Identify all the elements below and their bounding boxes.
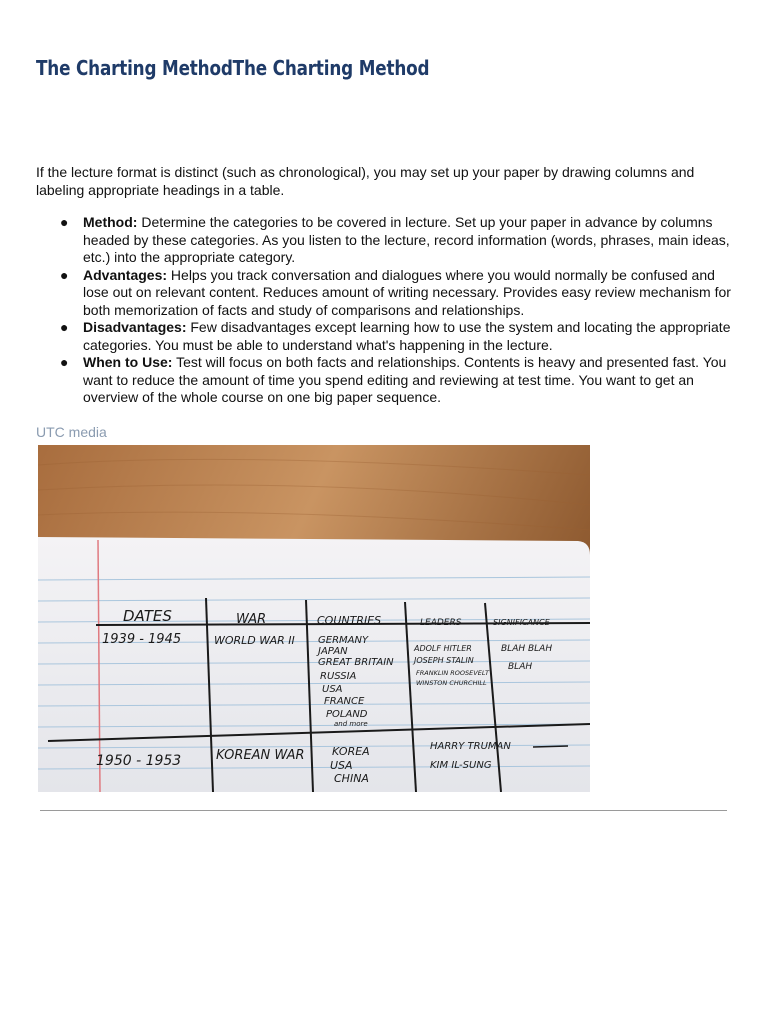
image-caption: UTC media <box>36 424 107 440</box>
header-dates: DATES <box>123 607 172 625</box>
bullet-dot: ● <box>60 214 69 230</box>
bullet-text: Determine the categories to be covered in lecture. Set up your paper in advance by columns headed by these categories. As you listen to the lecture, record information (words, phrases, main ideas, etc.) into the appropriate category. <box>83 214 730 265</box>
row1-country: POLAND <box>326 709 368 720</box>
row1-significance: BLAH BLAH <box>501 644 553 654</box>
row1-leader: FRANKLIN ROOSEVELT <box>416 669 489 677</box>
notebook-photo-graphic <box>38 445 590 792</box>
header-leaders: LEADERS <box>420 618 462 628</box>
row1-leader: JOSEPH STALIN <box>414 656 474 665</box>
page-title: The Charting MethodThe Charting Method <box>36 56 430 80</box>
intro-paragraph: If the lecture format is distinct (such as chronological), you may set up your paper by drawing columns and labeling appropriate headings in a table. <box>36 164 695 198</box>
row1-country: USA <box>322 684 343 695</box>
row2-country: USA <box>330 759 353 772</box>
bullet-disadvantages <box>36 319 736 354</box>
header-countries: COUNTRIES <box>317 614 382 627</box>
row1-country: RUSSIA <box>320 671 357 682</box>
header-war: WAR <box>236 612 267 627</box>
row1-leader: ADOLF HITLER <box>414 644 472 653</box>
bullet-list <box>36 214 736 407</box>
row2-country: KOREA <box>332 745 370 758</box>
bullet-text: Few disadvantages except learning how to use the system and locating the appropriate categories. You must be able to understand what's happening in the lecture. <box>83 319 731 353</box>
row2-war: KOREAN WAR <box>216 748 305 763</box>
notebook-photo <box>38 445 590 792</box>
row1-country: FRANCE <box>324 696 365 707</box>
bullet-dot: ● <box>60 354 69 370</box>
bullet-dot: ● <box>60 319 69 335</box>
bullet-when-to-use <box>36 354 736 407</box>
header-significance: SIGNIFICANCE <box>493 618 550 627</box>
row1-war: WORLD WAR II <box>214 634 295 647</box>
row2-country: CHINA <box>334 772 369 785</box>
bullet-dot: ● <box>60 266 69 283</box>
row1-country: GERMANY <box>318 635 369 646</box>
row1-country: GREAT BRITAIN <box>318 657 394 668</box>
bullet-label: Method: <box>83 214 138 230</box>
bullet-label: Disadvantages: <box>83 319 187 335</box>
bullet-advantages <box>36 267 736 320</box>
bullet-label: When to Use: <box>83 354 173 370</box>
row2-leader: KIM IL-SUNG <box>430 760 492 771</box>
row2-dates: 1950 - 1953 <box>96 753 182 769</box>
bullet-text: Helps you track conversation and dialogues where you would normally be confused and lose out on relevant content. Reduces amount of writing necessary. Provides easy review mechanism for both memorization of facts and study of comparisons and relationships. <box>83 266 731 318</box>
row2-leader: HARRY TRUMAN <box>430 741 511 752</box>
bullet-label: Advantages: <box>83 266 168 283</box>
row1-significance: BLAH <box>508 662 533 672</box>
bullet-method <box>36 214 736 267</box>
row1-dates: 1939 - 1945 <box>102 632 182 647</box>
row2-dash <box>533 746 568 747</box>
row1-country: JAPAN <box>318 646 348 657</box>
bullet-text: Test will focus on both facts and relationships. Contents is heavy and presented fast. You want to reduce the amount of time you spend editing and reviewing at test time. You want to get an overview of the whole course on one big paper sequence. <box>83 354 727 405</box>
row1-leader: WINSTON CHURCHILL <box>416 679 487 687</box>
horizontal-divider <box>40 810 727 811</box>
row1-country: and more <box>334 720 368 728</box>
